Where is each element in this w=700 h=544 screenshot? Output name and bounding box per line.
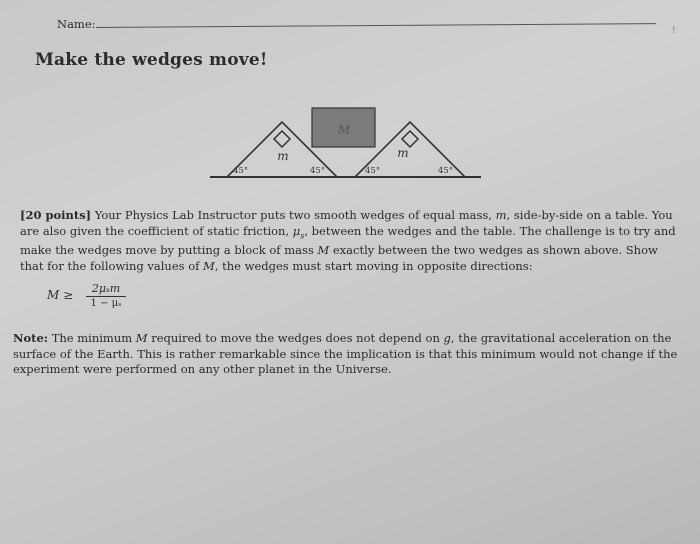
problem-text-2: , side-by-side on a table. You are also given the coefficient of static friction,: [20, 208, 673, 238]
problem-statement: [20 points] Your Physics Lab Instructor puts two smooth wedges of equal mass, m, side-by-side on a table. You are also given the coefficient of static friction, $\mu_s$, between the wedges and the table. The challenge is to try and make the wedges move by putting a block of mass M exactly between the two wedges as shown above. Show that for the following values of M, the wedges must start moving in opposite directions:: [20, 208, 676, 273]
formula-denominator: 1 − μₛ: [90, 298, 122, 309]
page-title: Make the wedges move!: [35, 50, 268, 70]
angle-label-1: 45°: [233, 166, 249, 176]
note-text-1: The minimum: [48, 331, 136, 345]
var-M-1: M: [317, 243, 330, 258]
right-small-block: [402, 131, 418, 147]
note-var-g: g: [443, 331, 451, 345]
note-text-2: required to move the wedges does not depend on: [147, 331, 444, 345]
formula-lhs: M ≥: [47, 288, 74, 302]
note-text-3: , the gravitational acceleration on the surface of the Earth. This is rather remarkable since the implication is that this minimum would not change if the experiment were performed on any other planet in the Universe.: [13, 331, 678, 376]
formula-numerator: 2μₛm: [86, 282, 126, 297]
wedge-diagram: [205, 100, 485, 185]
angle-label-4: 45°: [438, 166, 454, 176]
var-M-2: M: [203, 258, 215, 273]
problem-text-5: , the wedges must start moving in opposite directions:: [214, 258, 533, 273]
right-wedge-mass-label: m: [397, 146, 409, 160]
left-wedge-mass-label: m: [277, 149, 289, 163]
var-mu: μ: [292, 223, 301, 238]
left-small-block: [274, 131, 290, 147]
angle-label-2: 45°: [310, 166, 326, 176]
note-paragraph: [13, 331, 688, 378]
problem-text-4: exactly between the two wedges as shown above. Show that for the following values of: [20, 243, 658, 273]
problem-text-1: Your Physics Lab Instructor puts two smooth wedges of equal mass,: [91, 208, 496, 222]
name-line: [96, 23, 656, 28]
angle-label-3: 45°: [365, 166, 381, 176]
formula-fraction: [86, 282, 126, 309]
note-label: Note:: [13, 331, 49, 345]
note-var-M: M: [135, 331, 148, 345]
points-label: [20 points]: [20, 208, 92, 222]
problem-text-3: , between the wedges and the table. The challenge is to try and make the wedges move by putting a block of mass: [20, 223, 676, 258]
corner-mark: !: [672, 26, 676, 36]
name-label: Name:: [57, 17, 96, 31]
var-m: m: [495, 208, 507, 222]
block-M-label: M: [337, 123, 351, 137]
